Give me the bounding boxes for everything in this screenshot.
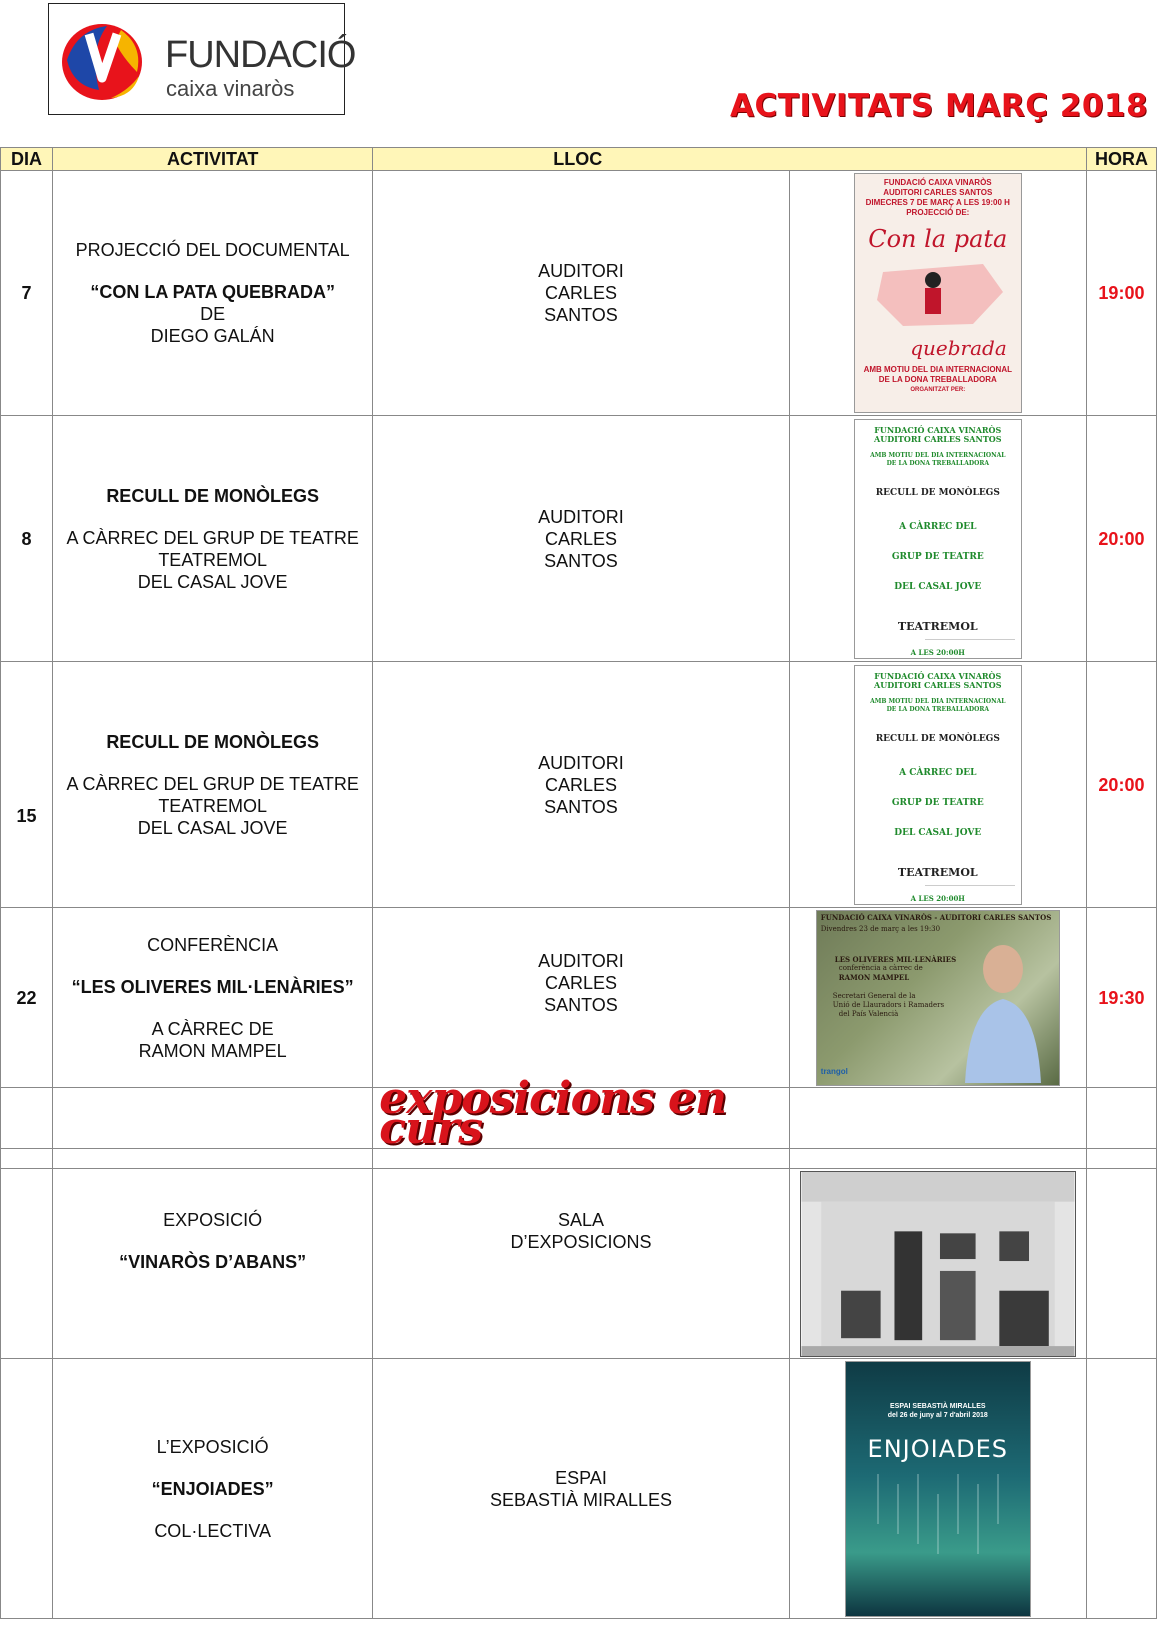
poster-title: Con la pata: [868, 225, 1008, 253]
location-cell: [373, 1169, 789, 1359]
activity-line: A CÀRREC DEL GRUP DE TEATRE: [66, 773, 359, 794]
location-cell: [373, 908, 789, 1088]
activity-cell: [53, 908, 373, 1088]
poster-text: AMB MOTIU DEL DIA INTERNACIONAL: [870, 451, 1006, 459]
poster-cell: [789, 1169, 1086, 1359]
activity-line: DEL CASAL JOVE: [137, 817, 288, 838]
activity-line: A CÀRREC DEL GRUP DE TEATRE: [66, 527, 359, 548]
logo-subtitle: caixa vinaròs: [166, 76, 295, 101]
table-row: [1, 416, 1157, 662]
location-line: AUDITORI: [538, 951, 624, 971]
col-header-hora: HORA: [1086, 148, 1156, 171]
day-cell: 8: [1, 416, 53, 662]
activity-line: A CÀRREC DE: [151, 1018, 274, 1039]
poster-enjoiades: [845, 1361, 1031, 1617]
poster-text: DE LA DONA TREBALLADORA: [886, 705, 989, 713]
poster-cell: [789, 908, 1086, 1088]
location-cell: [373, 171, 789, 416]
poster-text: TEATREMOL: [897, 619, 978, 633]
poster-text: GRUP DE TEATRE: [891, 797, 984, 808]
location-line: CARLES: [544, 283, 617, 303]
activity-line: RECULL DE MONÒLEGS: [106, 485, 319, 506]
poster-text: RECULL DE MONÒLEGS: [875, 733, 1000, 744]
table-row: [1, 171, 1157, 416]
location-line: SEBASTIÀ MIRALLES: [489, 1489, 673, 1510]
activity-line: “VINARÒS D’ABANS”: [119, 1252, 307, 1272]
location-cell: [373, 416, 789, 662]
logo-title: FUNDACIÓ: [165, 34, 356, 76]
poster-title: ENJOIADES: [867, 1434, 1009, 1463]
day-cell: 7: [1, 171, 53, 416]
activity-cell: [53, 171, 373, 416]
activity-line: CONFERÈNCIA: [147, 934, 279, 955]
time-cell: 20:00: [1086, 662, 1156, 908]
activity-cell: [53, 1359, 373, 1619]
location-line: SALA: [557, 1210, 604, 1230]
poster-title: quebrada: [910, 336, 1007, 360]
spacer-row: [1, 1149, 1157, 1169]
table-row: [1, 1088, 1157, 1149]
location-line: AUDITORI: [538, 752, 624, 773]
poster-text: del 26 de juny al 7 d'abril 2018: [887, 1411, 988, 1419]
activity-line: DIEGO GALÁN: [150, 326, 275, 346]
location-line: CARLES: [544, 528, 617, 549]
logo: [48, 3, 356, 115]
table-row: [1, 908, 1157, 1088]
activity-line: “LES OLIVERES MIL·LENÀRIES”: [71, 976, 354, 997]
poster-text: FUNDACIÓ CAIXA VINARÒS - AUDITORI CARLES SANTOS: [820, 912, 1052, 922]
activity-line: RECULL DE MONÒLEGS: [106, 731, 319, 752]
poster-text: A LES 20:00H: [910, 893, 965, 903]
poster-text: Unió de Llauradors i Ramaders: [832, 1000, 945, 1009]
activity-line: RAMON MAMPEL: [138, 1040, 287, 1061]
table-header-row: [1, 148, 1157, 171]
poster-teatremol: [854, 419, 1022, 659]
poster-text: DEL CASAL JOVE: [894, 581, 982, 592]
poster-text: FUNDACIÓ CAIXA VINARÒS: [883, 178, 992, 187]
activity-line: TEATREMOL: [158, 795, 267, 816]
activity-line: COL·LECTIVA: [154, 1520, 272, 1541]
poster-text: TEATREMOL: [897, 865, 978, 879]
location-line: AUDITORI: [538, 506, 624, 527]
sponsor-logos-icon: [925, 639, 1015, 654]
poster-text: conferència a càrrec de: [838, 963, 923, 972]
poster-text: RAMON MAMPEL: [838, 972, 910, 982]
poster-text: A CÀRREC DEL: [899, 521, 977, 532]
col-header-lloc: LLOC: [373, 148, 1087, 171]
poster-decoration-icon: [858, 1464, 1018, 1574]
sponsor-logos-icon: [925, 885, 1015, 900]
location-line: SANTOS: [544, 995, 618, 1015]
activity-line: DE: [200, 304, 226, 324]
poster-text: DEL CASAL JOVE: [894, 827, 982, 838]
time-cell: 19:00: [1086, 171, 1156, 416]
location-cell: [373, 1359, 789, 1619]
exhibitions-banner: exposicions en curs: [379, 1073, 727, 1154]
poster-text: DIMECRES 7 DE MARÇ A LES 19:00 H: [865, 198, 1010, 207]
poster-text: Secretari General de la: [832, 991, 916, 1000]
activity-cell: [53, 1169, 373, 1359]
poster-les-oliveres: [816, 910, 1060, 1086]
poster-text: AUDITORI CARLES SANTOS: [874, 433, 1002, 444]
table-row: [1, 1169, 1157, 1359]
activity-line: PROJECCIÓ DEL DOCUMENTAL: [75, 240, 350, 260]
table-row: [1, 1359, 1157, 1619]
day-cell: 15: [1, 662, 53, 908]
poster-teatremol: [854, 665, 1022, 905]
fundacio-logo-icon: [59, 20, 145, 104]
poster-text: PROJECCIÓ DE:: [906, 208, 970, 217]
poster-text: AMB MOTIU DEL DIA INTERNACIONAL: [870, 697, 1006, 705]
poster-text: RECULL DE MONÒLEGS: [875, 487, 1000, 498]
table-row: [1, 662, 1157, 908]
day-cell: 22: [1, 908, 53, 1088]
schedule-table: [0, 147, 1157, 1619]
location-line: D’EXPOSICIONS: [510, 1232, 652, 1252]
activity-line: “CON LA PATA QUEBRADA”: [90, 282, 335, 302]
poster-text: AMB MOTIU DEL DIA INTERNACIONAL: [863, 365, 1012, 374]
trangol-logo: trangol: [820, 1066, 848, 1076]
poster-text: A LES 20:00H: [910, 647, 965, 657]
poster-text: DE LA DONA TREBALLADORA: [878, 375, 997, 384]
time-cell: 19:30: [1086, 908, 1156, 1088]
page-title: ACTIVITATS MARÇ 2018: [730, 88, 1149, 124]
col-header-activitat: ACTIVITAT: [53, 148, 373, 171]
poster-con-la-pata-quebrada: [854, 173, 1022, 413]
poster-text: LES OLIVERES MIL·LENÀRIES: [834, 954, 957, 964]
vinaros-dabans-photo-icon: [800, 1171, 1076, 1357]
poster-text: ORGANITZAT PER:: [910, 387, 966, 393]
activity-line: L’EXPOSICIÓ: [156, 1436, 269, 1457]
location-line: SANTOS: [544, 550, 618, 571]
location-line: SANTOS: [544, 796, 618, 817]
poster-text: FUNDACIÓ CAIXA VINARÒS: [874, 670, 1002, 681]
poster-cell: [789, 1359, 1086, 1619]
location-line: CARLES: [544, 973, 617, 993]
poster-text: GRUP DE TEATRE: [891, 551, 984, 562]
poster-cell: [789, 662, 1086, 908]
poster-text: AUDITORI CARLES SANTOS: [874, 679, 1002, 690]
portrait-icon: [959, 933, 1045, 1083]
time-cell: 20:00: [1086, 416, 1156, 662]
poster-text: Divendres 23 de març a les 19:30: [820, 924, 941, 933]
poster-text: DE LA DONA TREBALLADORA: [886, 459, 989, 467]
activity-line: EXPOSICIÓ: [163, 1210, 263, 1230]
poster-text: A CÀRREC DEL: [899, 767, 977, 778]
spain-map-icon: [863, 252, 1013, 332]
location-line: ESPAI: [555, 1467, 607, 1488]
activity-cell: [53, 416, 373, 662]
location-line: CARLES: [544, 774, 617, 795]
poster-cell: [789, 416, 1086, 662]
activity-line: TEATREMOL: [158, 549, 267, 570]
poster-text: del País Valencià: [838, 1009, 899, 1018]
location-cell: [373, 662, 789, 908]
poster-cell: [789, 171, 1086, 416]
location-line: AUDITORI: [538, 261, 624, 281]
activity-cell: [53, 662, 373, 908]
activity-line: “ENJOIADES”: [151, 1478, 274, 1499]
poster-text: AUDITORI CARLES SANTOS: [883, 188, 993, 197]
col-header-dia: DIA: [1, 148, 53, 171]
poster-text: ESPAI SEBASTIÀ MIRALLES: [890, 1402, 986, 1410]
location-line: SANTOS: [544, 305, 618, 325]
poster-text: FUNDACIÓ CAIXA VINARÒS: [874, 424, 1002, 435]
activity-line: DEL CASAL JOVE: [137, 571, 288, 592]
